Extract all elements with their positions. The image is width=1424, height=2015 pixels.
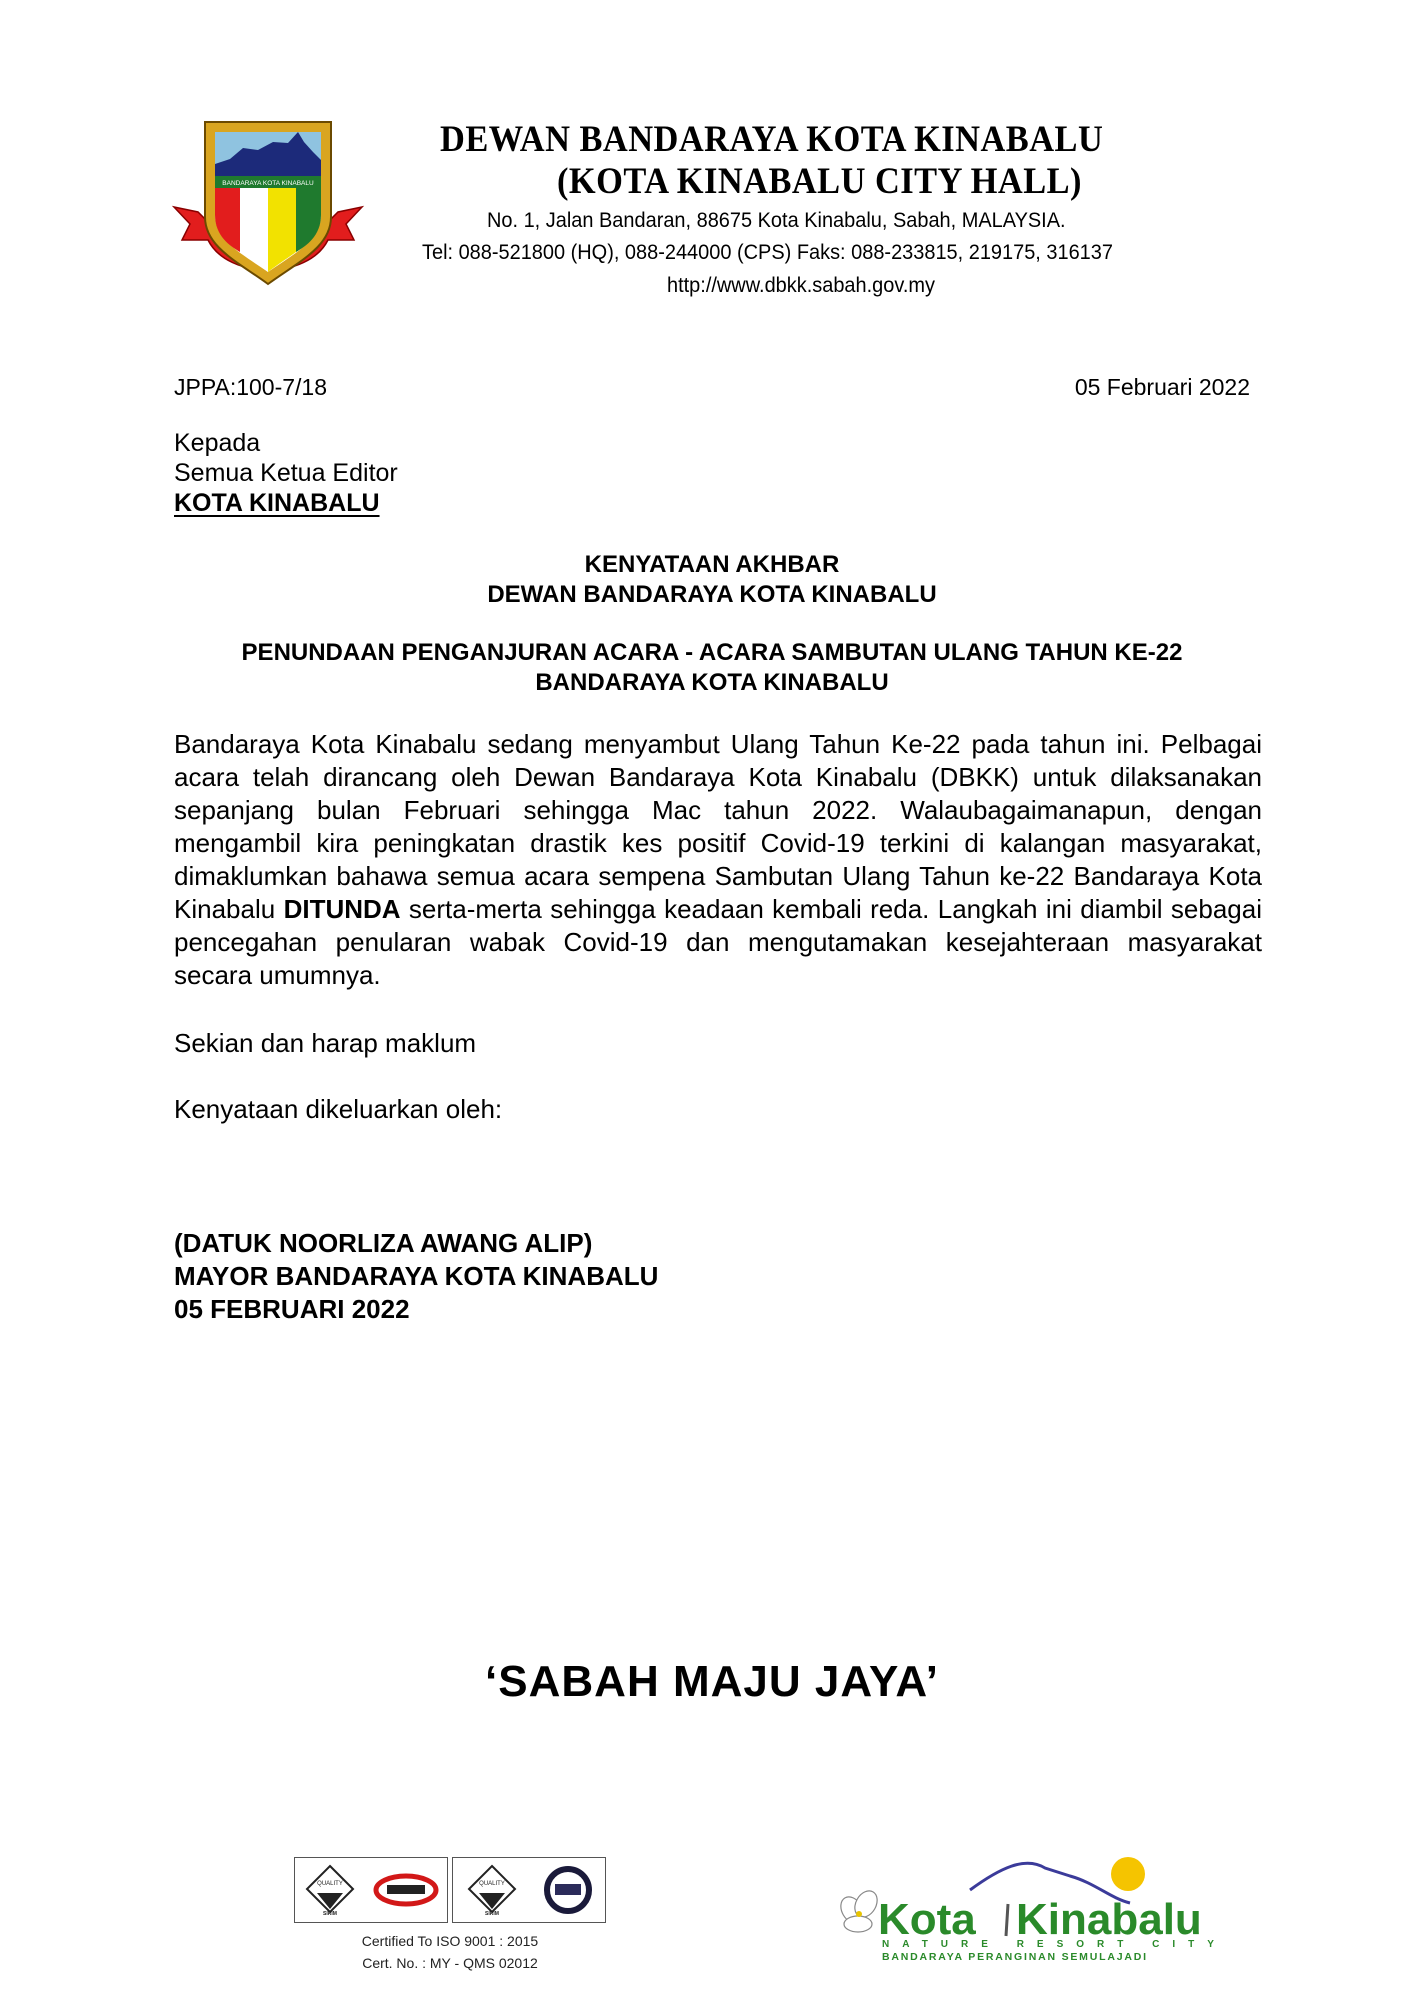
sirim-quality-icon (303, 1863, 357, 1917)
certification-logos (294, 1857, 606, 1923)
org-name: DEWAN BANDARAYA KOTA KINABALU (440, 119, 1104, 160)
org-name-english: (KOTA KINABALU CITY HALL) (557, 161, 1082, 202)
svg-text:QUALITY: QUALITY (317, 1881, 343, 1887)
org-website-link[interactable]: http://www.dbkk.sabah.gov.my (667, 274, 935, 297)
orchid-icon (836, 1887, 881, 1932)
iqnet-icon (543, 1865, 593, 1915)
iso-certified: Certified To ISO 9001 : 2015 (361, 1933, 539, 1949)
cert-number: Cert. No. : MY - QMS 02012 (362, 1955, 538, 1971)
body-text-end: serta-merta sehingga keadaan kembali reda. Langkah ini diambil sebagai pencegahan penularan wabak Covid-19 dan mengutamakan kesejahteraan masyarakat secara umumnya. (174, 894, 1262, 990)
recipient-name: Semua Ketua Editor (174, 459, 398, 487)
svg-text:SIRIM: SIRIM (323, 1911, 337, 1917)
svg-text:QUALITY: QUALITY (479, 1881, 505, 1887)
reference-number: JPPA:100-7/18 (174, 374, 328, 400)
certification-text (294, 1930, 606, 1974)
crest-label: BANDARAYA KOTA KINABALU (222, 180, 314, 187)
signature-date: 05 FEBRUARI 2022 (174, 1294, 410, 1324)
recipient-salutation: Kepada (174, 429, 261, 457)
subject-line-2: BANDARAYA KOTA KINABALU (535, 669, 889, 696)
title-line-2: DEWAN BANDARAYA KOTA KINABALU (487, 581, 937, 608)
subject-line-1: PENUNDAAN PENGANJURAN ACARA - ACARA SAMBUTAN ULANG TAHUN KE-22 (241, 639, 1183, 666)
subject-heading (174, 638, 1250, 698)
recipient-location: KOTA KINABALU (174, 489, 380, 517)
body-paragraph (174, 728, 1262, 992)
standards-malaysia-icon (373, 1873, 439, 1907)
cert-box-2 (452, 1857, 606, 1923)
sirim-quality-icon-2 (465, 1863, 519, 1917)
letter-date: 05 Februari 2022 (1074, 374, 1250, 400)
closing-line: Sekian dan harap maklum (174, 1028, 477, 1058)
heron-icon (1006, 1904, 1008, 1936)
kota-kinabalu-logo (830, 1848, 1240, 1968)
signatory-name: (DATUK NOORLIZA AWANG ALIP) (174, 1228, 593, 1258)
signatory-title: MAYOR BANDARAYA KOTA KINABALU (174, 1261, 659, 1291)
recipient-block (174, 428, 398, 518)
kk-logo-word-kota: Kota (878, 1895, 976, 1944)
slogan: ‘SABAH MAJU JAYA’ (485, 1657, 939, 1706)
cert-box-1 (294, 1857, 448, 1923)
body-text-start: Bandaraya Kota Kinabalu sedang menyambut Ulang Tahun Ke-22 pada tahun ini. Pelbagai acara telah dirancang oleh Dewan Bandaraya Kota Kinabalu (DBKK) untuk dilaksanakan sepanjang bulan Februari sehingga Mac tahun 2022. Walaubagaimanapun, dengan mengambil kira peningkatan drastik kes positif Covid-19 terkini di kalangan masyarakat, dimaklumkan bahawa semua acara sempena Sambutan Ulang Tahun ke-22 Bandaraya Kota Kinabalu (174, 729, 1262, 924)
kk-logo-word-kinabalu: Kinabalu (1016, 1895, 1202, 1944)
signature-block (174, 1227, 658, 1326)
svg-text:SIRIM: SIRIM (485, 1911, 499, 1917)
org-address: No. 1, Jalan Bandaran, 88675 Kota Kinabalu, Sabah, MALAYSIA. (487, 209, 1066, 232)
body-emphasis: DITUNDA (283, 894, 401, 924)
title-line-1: KENYATAAN AKHBAR (584, 551, 840, 578)
kk-logo-tagline: NATURE RESORT CITY (882, 1939, 1227, 1950)
press-statement-title (174, 550, 1250, 610)
dbkk-crest-logo (168, 112, 368, 302)
sun-icon (1111, 1857, 1145, 1891)
issued-by-label: Kenyataan dikeluarkan oleh: (174, 1094, 503, 1124)
org-contact: Tel: 088-521800 (HQ), 088-244000 (CPS) Faks: 088-233815, 219175, 316137 (422, 241, 1113, 264)
kk-logo-tagline-malay: BANDARAYA PERANGINAN SEMULAJADI (882, 1951, 1148, 1963)
